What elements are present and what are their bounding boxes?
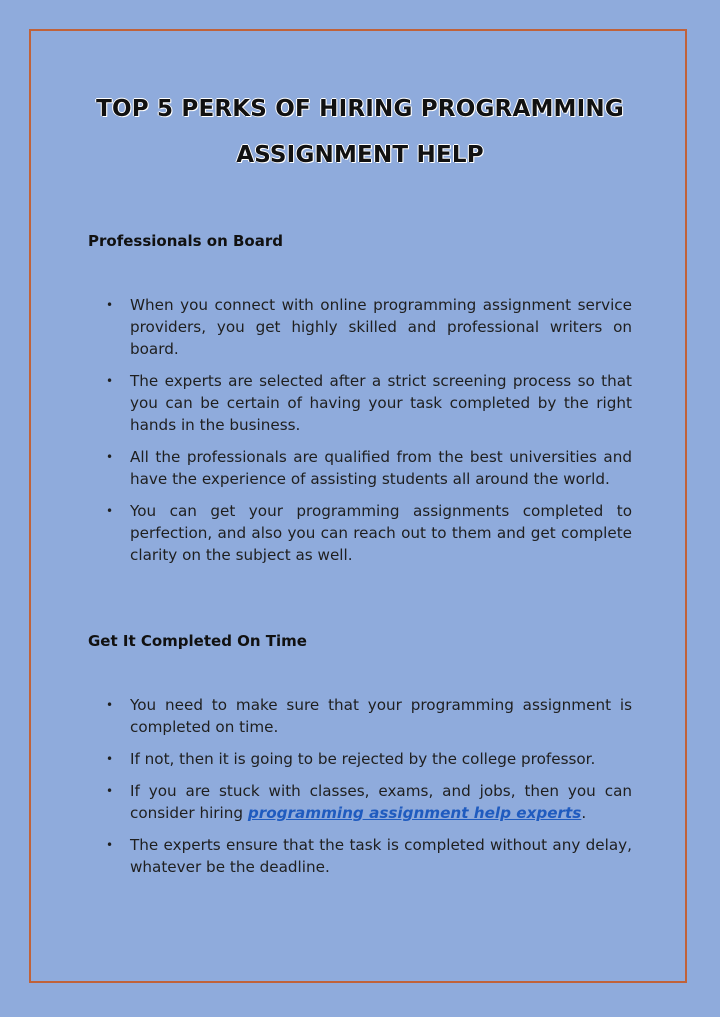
bullet-dot-icon: • [106, 784, 114, 798]
bullet-dot-icon: • [106, 838, 114, 852]
section-heading-professionals: Professionals on Board [88, 232, 283, 250]
programming-help-link[interactable]: programming assignment help experts [247, 804, 582, 822]
bullet-dot-icon: • [106, 374, 114, 388]
bullet-list-on-time [106, 694, 632, 888]
document-title [30, 86, 690, 178]
list-item: • The experts ensure that the task is completed without any delay, whatever be the deadline. [106, 836, 632, 876]
bullet-dot-icon: • [106, 450, 114, 464]
list-item: • All the professionals are qualified from the best universities and have the experience of assisting students all around the world. [106, 448, 632, 488]
list-item: • You need to make sure that your programming assignment is completed on time. [106, 696, 632, 736]
bullet-dot-icon: • [106, 752, 114, 766]
list-item: • If not, then it is going to be rejected by the college professor. [106, 750, 596, 768]
bullet-dot-icon: • [106, 298, 114, 312]
title-line-2: ASSIGNMENT HELP [236, 142, 484, 168]
list-item: • You can get your programming assignments completed to perfection, and also you can reach out to them and get complete clarity on the subject as well. [106, 502, 632, 564]
bullet-dot-icon: • [106, 504, 114, 518]
list-item: • If you are stuck with classes, exams, and jobs, then you can consider hiring programming assignment help experts. [106, 782, 632, 822]
list-item: • When you connect with online programming assignment service providers, you get highly skilled and professional writers on board. [106, 296, 632, 358]
section-heading-on-time: Get It Completed On Time [88, 632, 307, 650]
bullet-dot-icon: • [106, 698, 114, 712]
bullet-list-professionals [106, 294, 632, 576]
title-line-1: TOP 5 PERKS OF HIRING PROGRAMMING [96, 96, 624, 122]
list-item: • The experts are selected after a strict screening process so that you can be certain of having your task completed by the right hands in the business. [106, 372, 632, 434]
